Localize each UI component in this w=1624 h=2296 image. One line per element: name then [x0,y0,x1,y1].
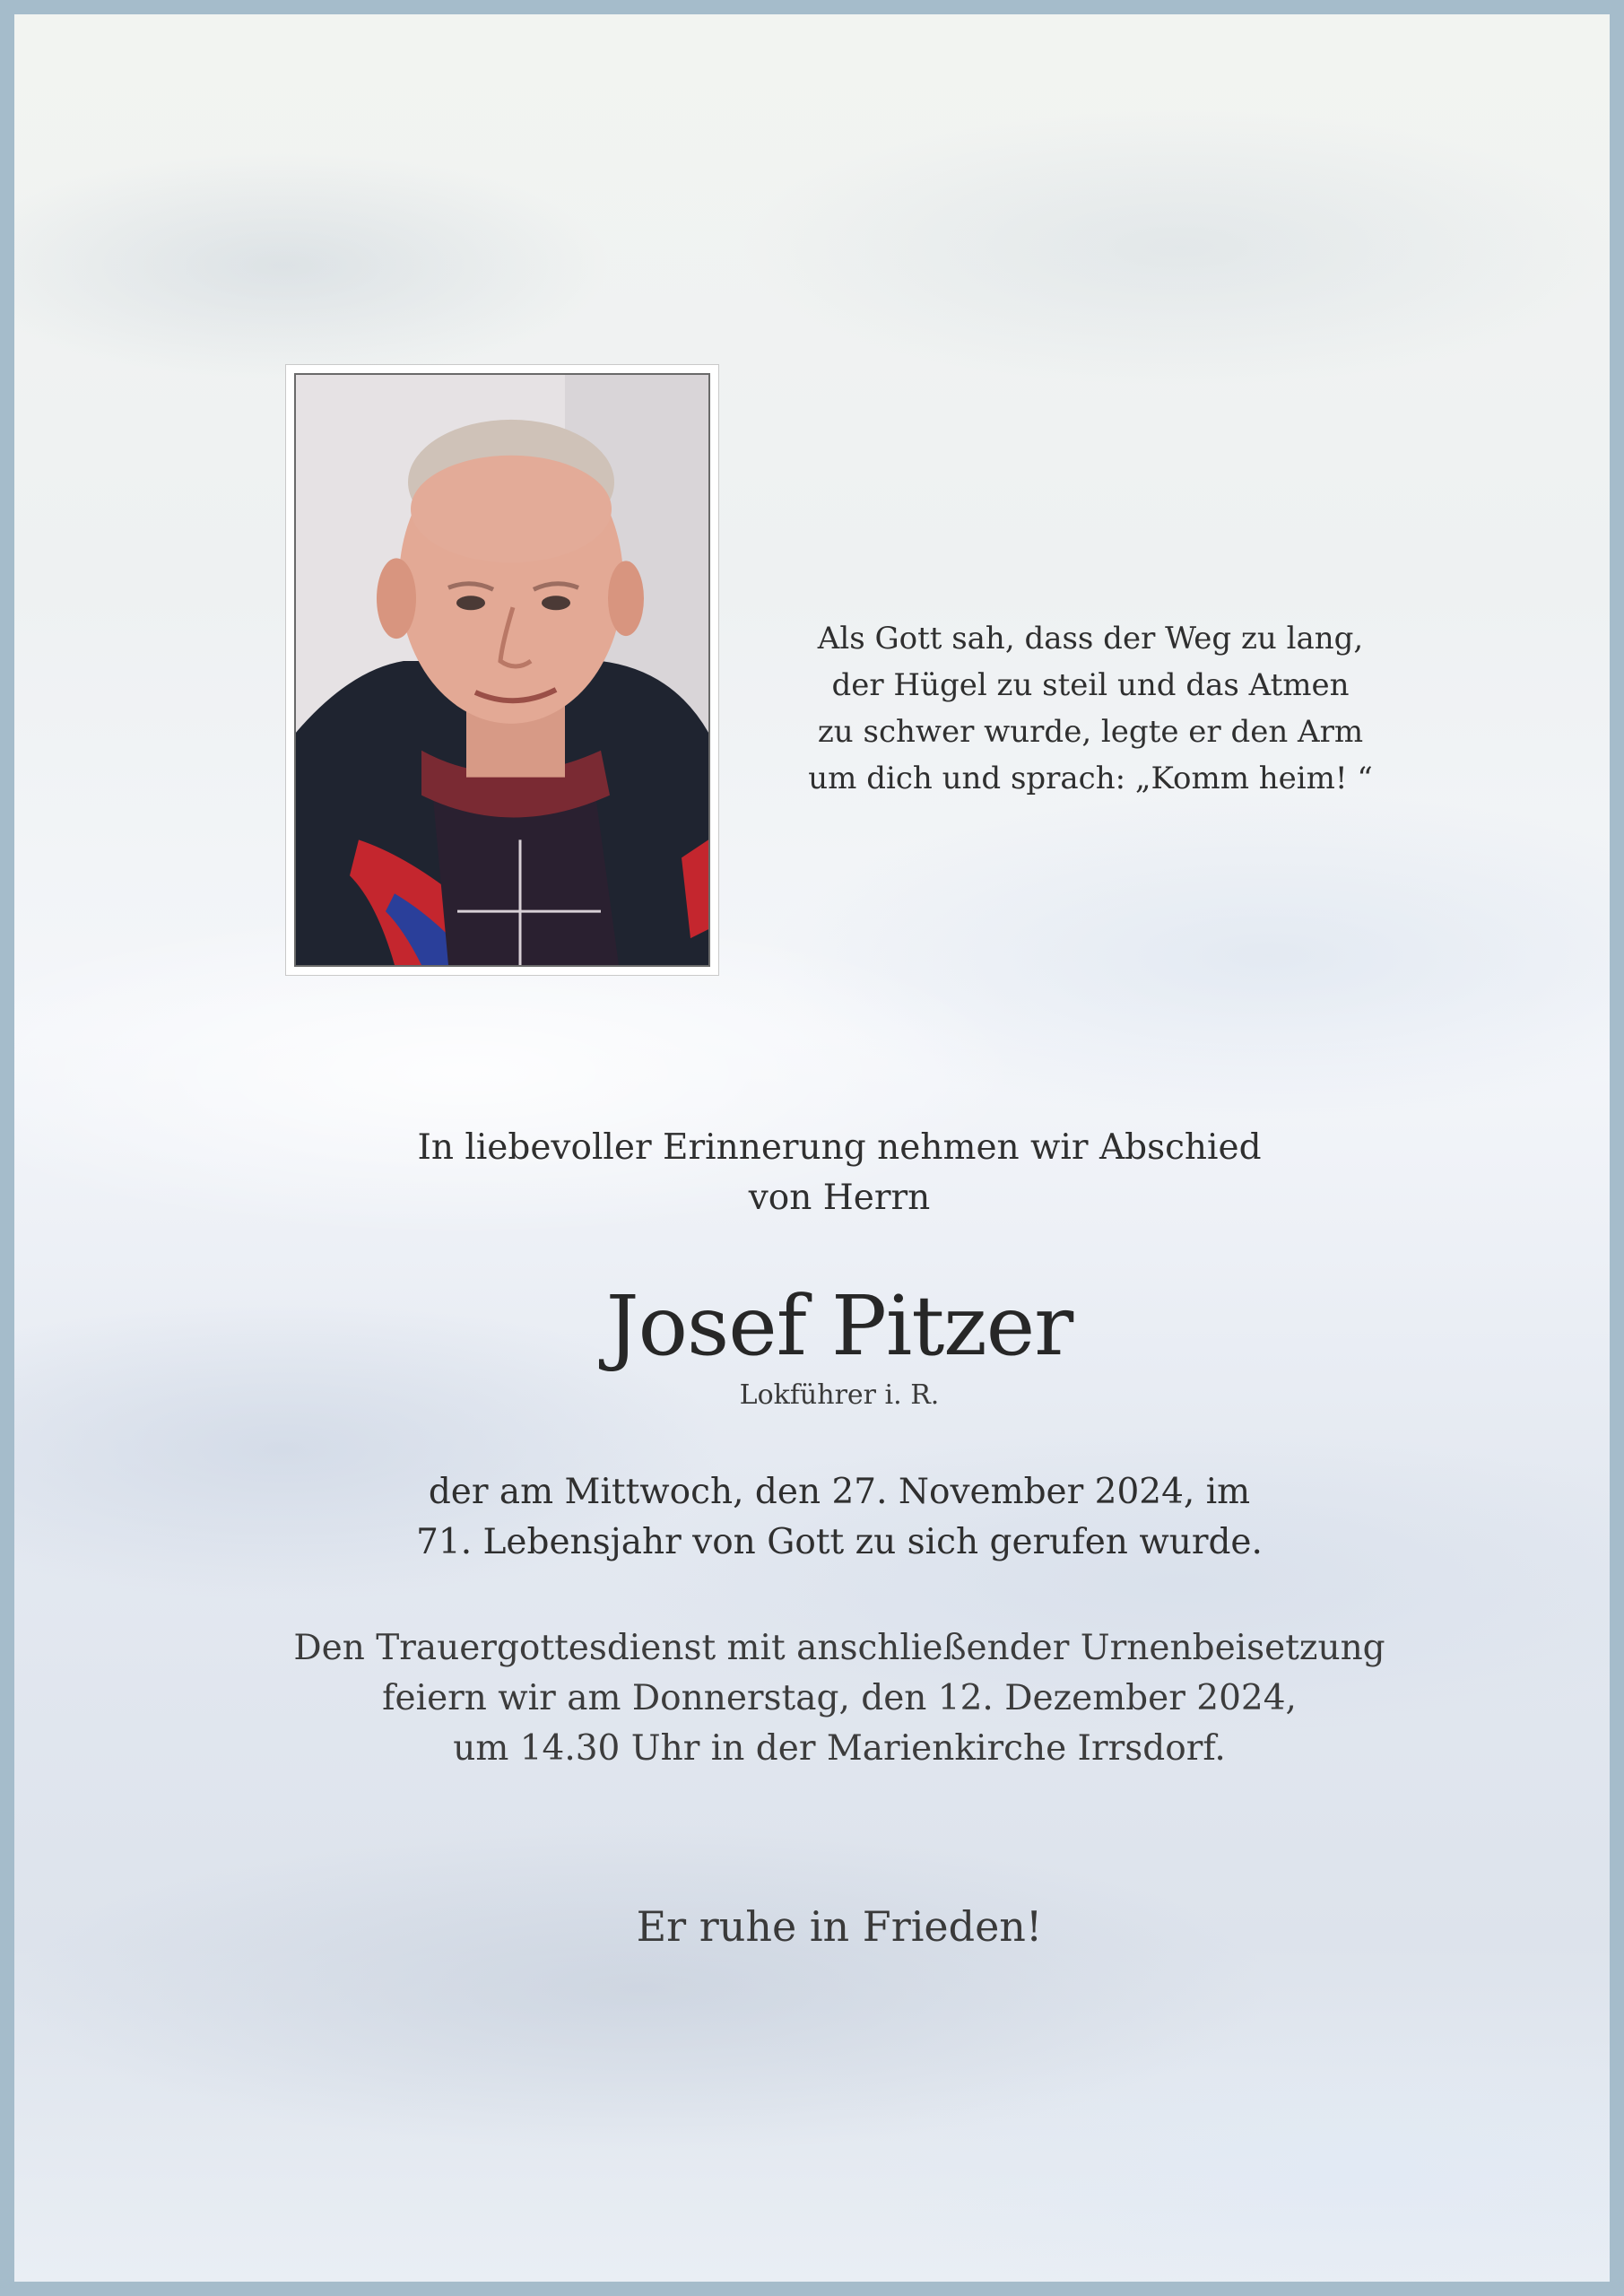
service-line: feiern wir am Donnerstag, den 12. Dezember 2024, [382,1678,1297,1718]
intro-line: von Herrn [748,1178,931,1218]
intro-line: In liebevoller Erinnerung nehmen wir Abschied [417,1127,1262,1168]
poem-line: zu schwer wurde, legte er den Arm [817,714,1364,750]
poem-line: um dich und sprach: „Komm heim! “ [808,761,1373,796]
deceased-profession: Lokführer i. R. [739,1379,940,1411]
service-line: Den Trauergottesdienst mit anschließender Urnenbeisetzung [293,1628,1385,1668]
poem-verse [768,615,1413,802]
service-line: um 14.30 Uhr in der Marienkirche Irrsdorf. [453,1728,1226,1769]
portrait-photo [294,373,710,967]
portrait-frame [285,364,719,976]
closing-blessing: Er ruhe in Frieden! [636,1902,1043,1951]
death-notice-line: 71. Lebensjahr von Gott zu sich gerufen wurde. [416,1522,1263,1562]
portrait-illustration [296,375,708,965]
poem-line: Als Gott sah, dass der Weg zu lang, [817,621,1364,657]
death-notice-line: der am Mittwoch, den 27. November 2024, im [428,1472,1251,1512]
farewell-intro [194,1123,1485,1223]
funeral-service-info [149,1623,1530,1774]
death-notice [194,1467,1485,1568]
poem-line: der Hügel zu steil und das Atmen [831,667,1350,703]
deceased-name: Josef Pitzer [605,1278,1073,1374]
